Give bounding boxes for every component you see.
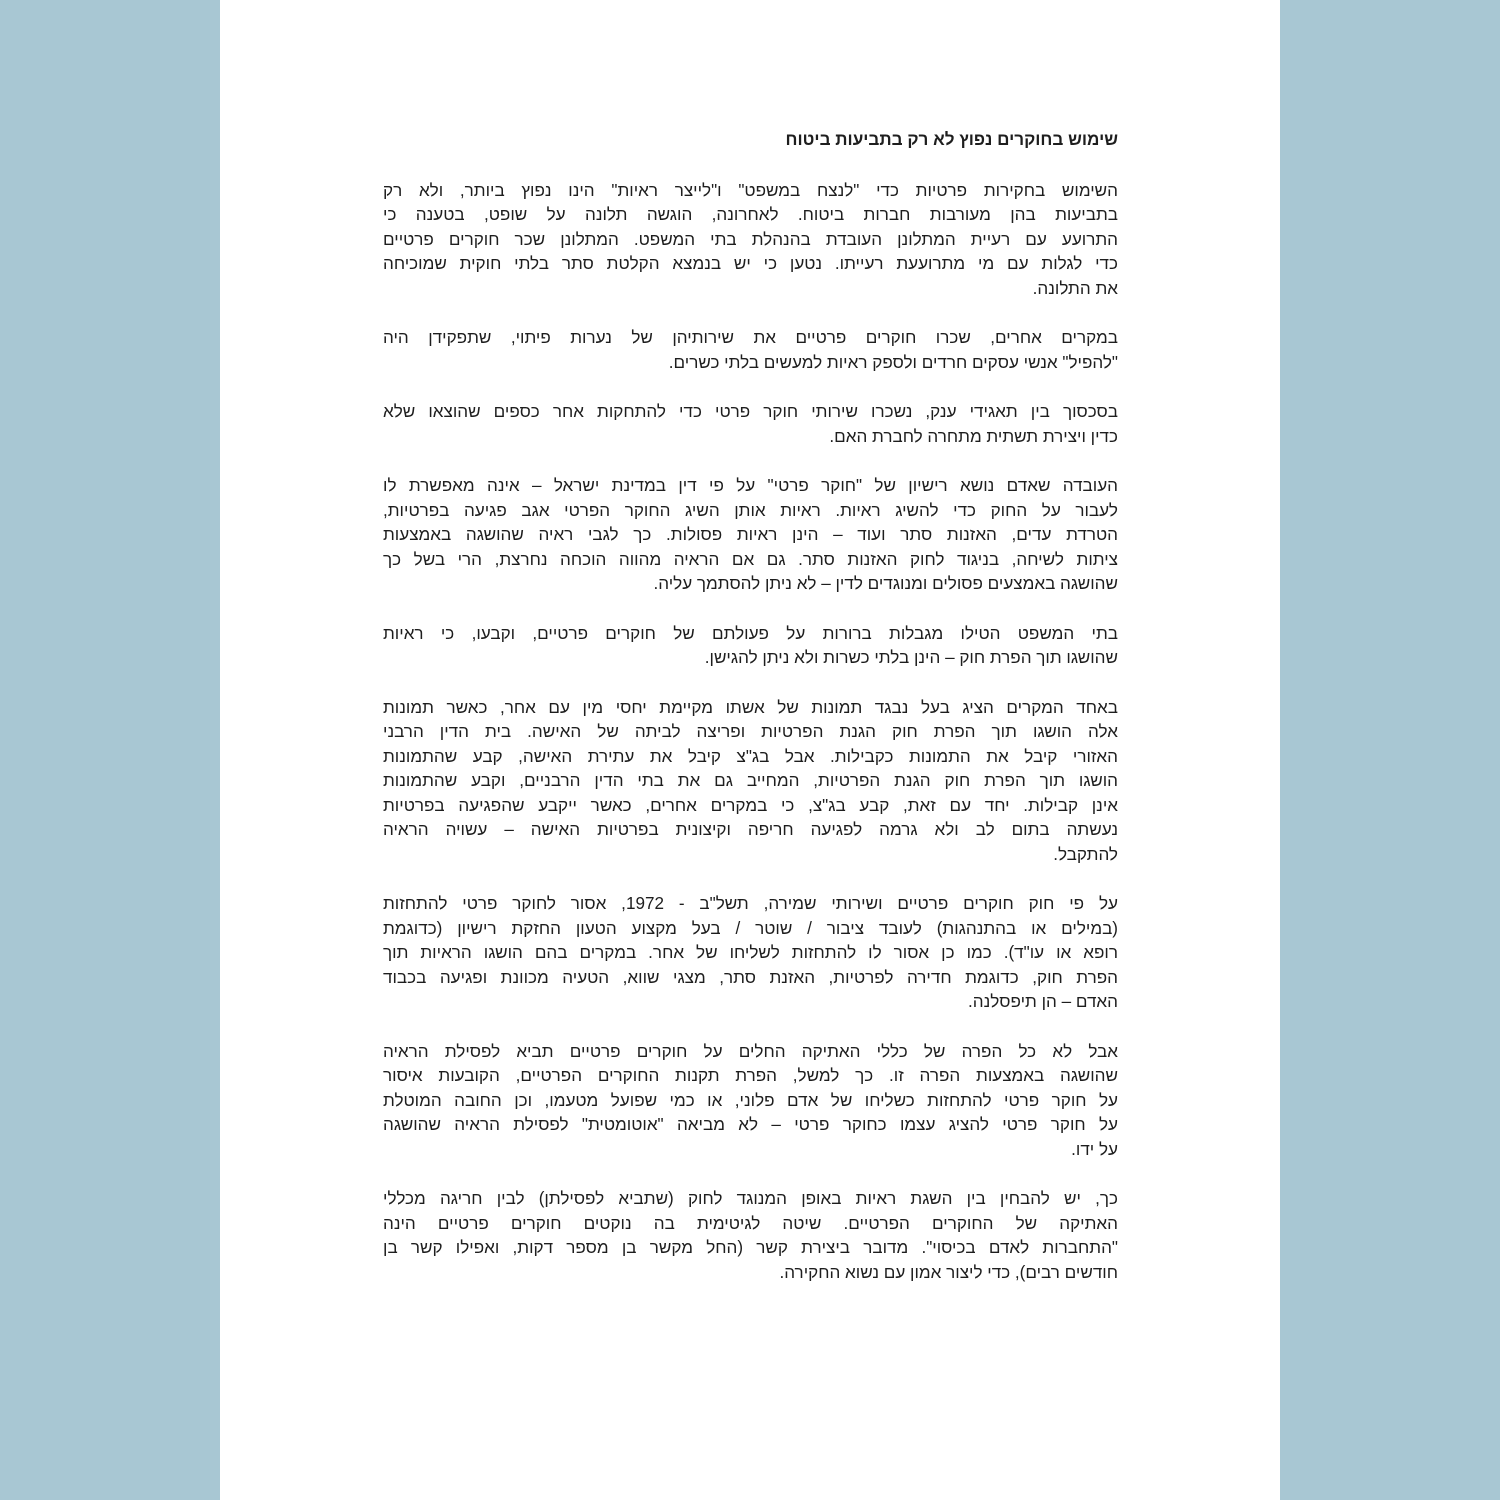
paragraph-line: אבל לא כל הפרה של כללי האתיקה החלים על חוקרים פרטיים תביא לפסילת הראיה [383,1041,1118,1061]
paragraph [383,326,1118,375]
paragraph-line: כדי לגלות עם מי מתרועעת רעייתו. נטען כי יש בנמצא הקלטת סתר בלתי חוקית שמוכיחה [383,254,1118,273]
paragraph-line: שהושגה באמצעים פסולים ומנוגדים לדין – לא ניתן להסתמך עליה. [653,574,1118,593]
paragraph-line: נעשתה בתום לב ולא גרמה לפגיעה חריפה וקיצונית בפרטיות האישה – עשויה הראיה [383,820,1118,839]
paragraph-line: במקרים אחרים, שכרו חוקרים פרטיים את שירותיהן של נערות פיתוי, שתפקידן היה [383,328,1118,347]
paragraph-line: הושגו תוך הפרת חוק הגנת הפרטיות, המחייב גם את בתי הדין הרבניים, וקבע שהתמונות [383,771,1118,790]
document-title: שימוש בחוקרים נפוץ לא רק בתביעות ביטוח [785,130,1118,149]
paragraph-line: "להפיל" אנשי עסקים חרדים ולספק ראיות למעשים בלתי כשרים. [668,352,1118,372]
paragraph [383,179,1118,302]
paragraph-line: הטרדת עדים, האזנות סתר ועוד – הינן ראיות פסולות. כך לגבי ראיה שהושגה באמצעות [383,525,1118,544]
paragraph-line: להתקבל. [1053,844,1118,864]
paragraphs-container [383,179,1118,1286]
paragraph-line: שהושגו תוך הפרת חוק – הינן בלתי כשרות ולא ניתן להגישן. [704,648,1118,667]
paragraph [383,400,1118,449]
paragraph-line: בתביעות בהן מעורבות חברות ביטוח. לאחרונה, הוגשה תלונה על שופט, בטענה כי [383,205,1118,224]
paragraph-line: על חוקר פרטי להציג עצמו כחוקר פרטי – לא מביאה "אוטומטית" לפסילת הראיה שהושגה [383,1115,1118,1134]
paragraph-line: העובדה שאדם נושא רישיון של "חוקר פרטי" על פי דין במדינת ישראל – אינה מאפשרת לו [383,476,1118,495]
paragraph-line: שהושגה באמצעות הפרה זו. כך למשל, הפרת תקנות החוקרים הפרטיים, הקובעות איסור [383,1066,1118,1085]
paragraph [383,696,1118,868]
document-page [220,0,1280,1500]
paragraph [383,622,1118,671]
paragraph-line: לעבור על החוק כדי להשיג ראיות. ראיות אותן השיג החוקר הפרטי אגב פגיעה בפרטיות, [383,500,1118,520]
paragraph-line: בתי המשפט הטילו מגבלות ברורות על פעולתם של חוקרים פרטיים, וקבעו, כי ראיות [383,623,1118,643]
paragraph [383,1187,1118,1285]
document-body [383,128,1118,1310]
paragraph-line: ציתות לשיחה, בניגוד לחוק האזנות סתר. גם אם הראיה מהווה הוכחה נחרצת, הרי בשל כך [383,549,1118,569]
paragraph-line: האזורי קיבל את התמונות כקבילות. אבל בג"צ קיבל את עתירת האישה, קבע שהתמונות [383,746,1118,766]
paragraph-line: האדם – הן תיפסלנה. [968,992,1118,1011]
paragraph-line: בסכסוך בין תאגידי ענק, נשכרו שירותי חוקר פרטי כדי להתחקות אחר כספים שהוצאו שלא [383,402,1118,421]
paragraph-line: התרועע עם רעיית המתלונן העובדת בהנהלת בתי המשפט. המתלונן שכר חוקרים פרטיים [383,229,1118,249]
paragraph-line: כך, יש להבחין בין השגת ראיות באופן המנוגד לחוק (שתביא לפסילתן) לבין חריגה מכללי [383,1189,1118,1208]
paragraph [383,1040,1118,1163]
paragraph-line: על ידו. [1071,1139,1118,1159]
paragraph-line: אינן קבילות. יחד עם זאת, קבע בג"צ, כי במקרים אחרים, כאשר ייקבע שהפגיעה בפרטיות [383,795,1118,815]
paragraph-line: על חוקר פרטי להתחזות כשליחו של אדם פלוני, או כמי שפועל מטעמו, וכן החובה המוטלת [383,1090,1118,1110]
paragraph-line: "התחברות לאדם בכיסוי". מדובר ביצירת קשר (החל מקשר בן מספר דקות, ואפילו קשר בן [383,1238,1118,1257]
paragraph-line: על פי חוק חוקרים פרטיים ושירותי שמירה, תשל"ב - 1972, אסור לחוקר פרטי להתחזות [383,894,1118,913]
paragraph-line: הפרת חוק, כדוגמת חדירה לפרטיות, האזנת סתר, מצגי שווא, הטעיה מכוונת ופגיעה בכבוד [383,967,1118,987]
paragraph-line: חודשים רבים), כדי ליצור אמון עם נשוא החקירה. [779,1262,1118,1282]
paragraph-line: השימוש בחקירות פרטיות כדי "לנצח במשפט" ו"לייצר ראיות" הינו נפוץ ביותר, ולא רק [383,180,1118,200]
paragraph-line: רופא או עו"ד). כמו כן אסור לו להתחזות לשליחו של אחר. במקרים בהם הושגו הראיות תוך [383,943,1118,962]
paragraph [383,892,1118,1015]
paragraph-line: (במילים או בהתנהגות) לעובד ציבור / שוטר / בעל מקצוע הטעון החזקת רישיון (כדוגמת [383,918,1118,938]
paragraph-line: את התלונה. [1032,278,1118,298]
paragraph [383,474,1118,597]
paragraph-line: אלה הושגו תוך הפרת חוק הגנת הפרטיות ופריצה לביתה של האישה. בית הדין הרבני [383,722,1118,741]
paragraph-line: כדין ויצירת תשתית מתחרה לחברת האם. [829,426,1118,446]
paragraph-line: באחד המקרים הציג בעל נבגד תמונות של אשתו מקיימת יחסי מין עם אחר, כאשר תמונות [383,697,1118,717]
paragraph-line: האתיקה של החוקרים הפרטיים. שיטה לגיטימית בה נוקטים חוקרים פרטיים הינה [383,1213,1118,1233]
